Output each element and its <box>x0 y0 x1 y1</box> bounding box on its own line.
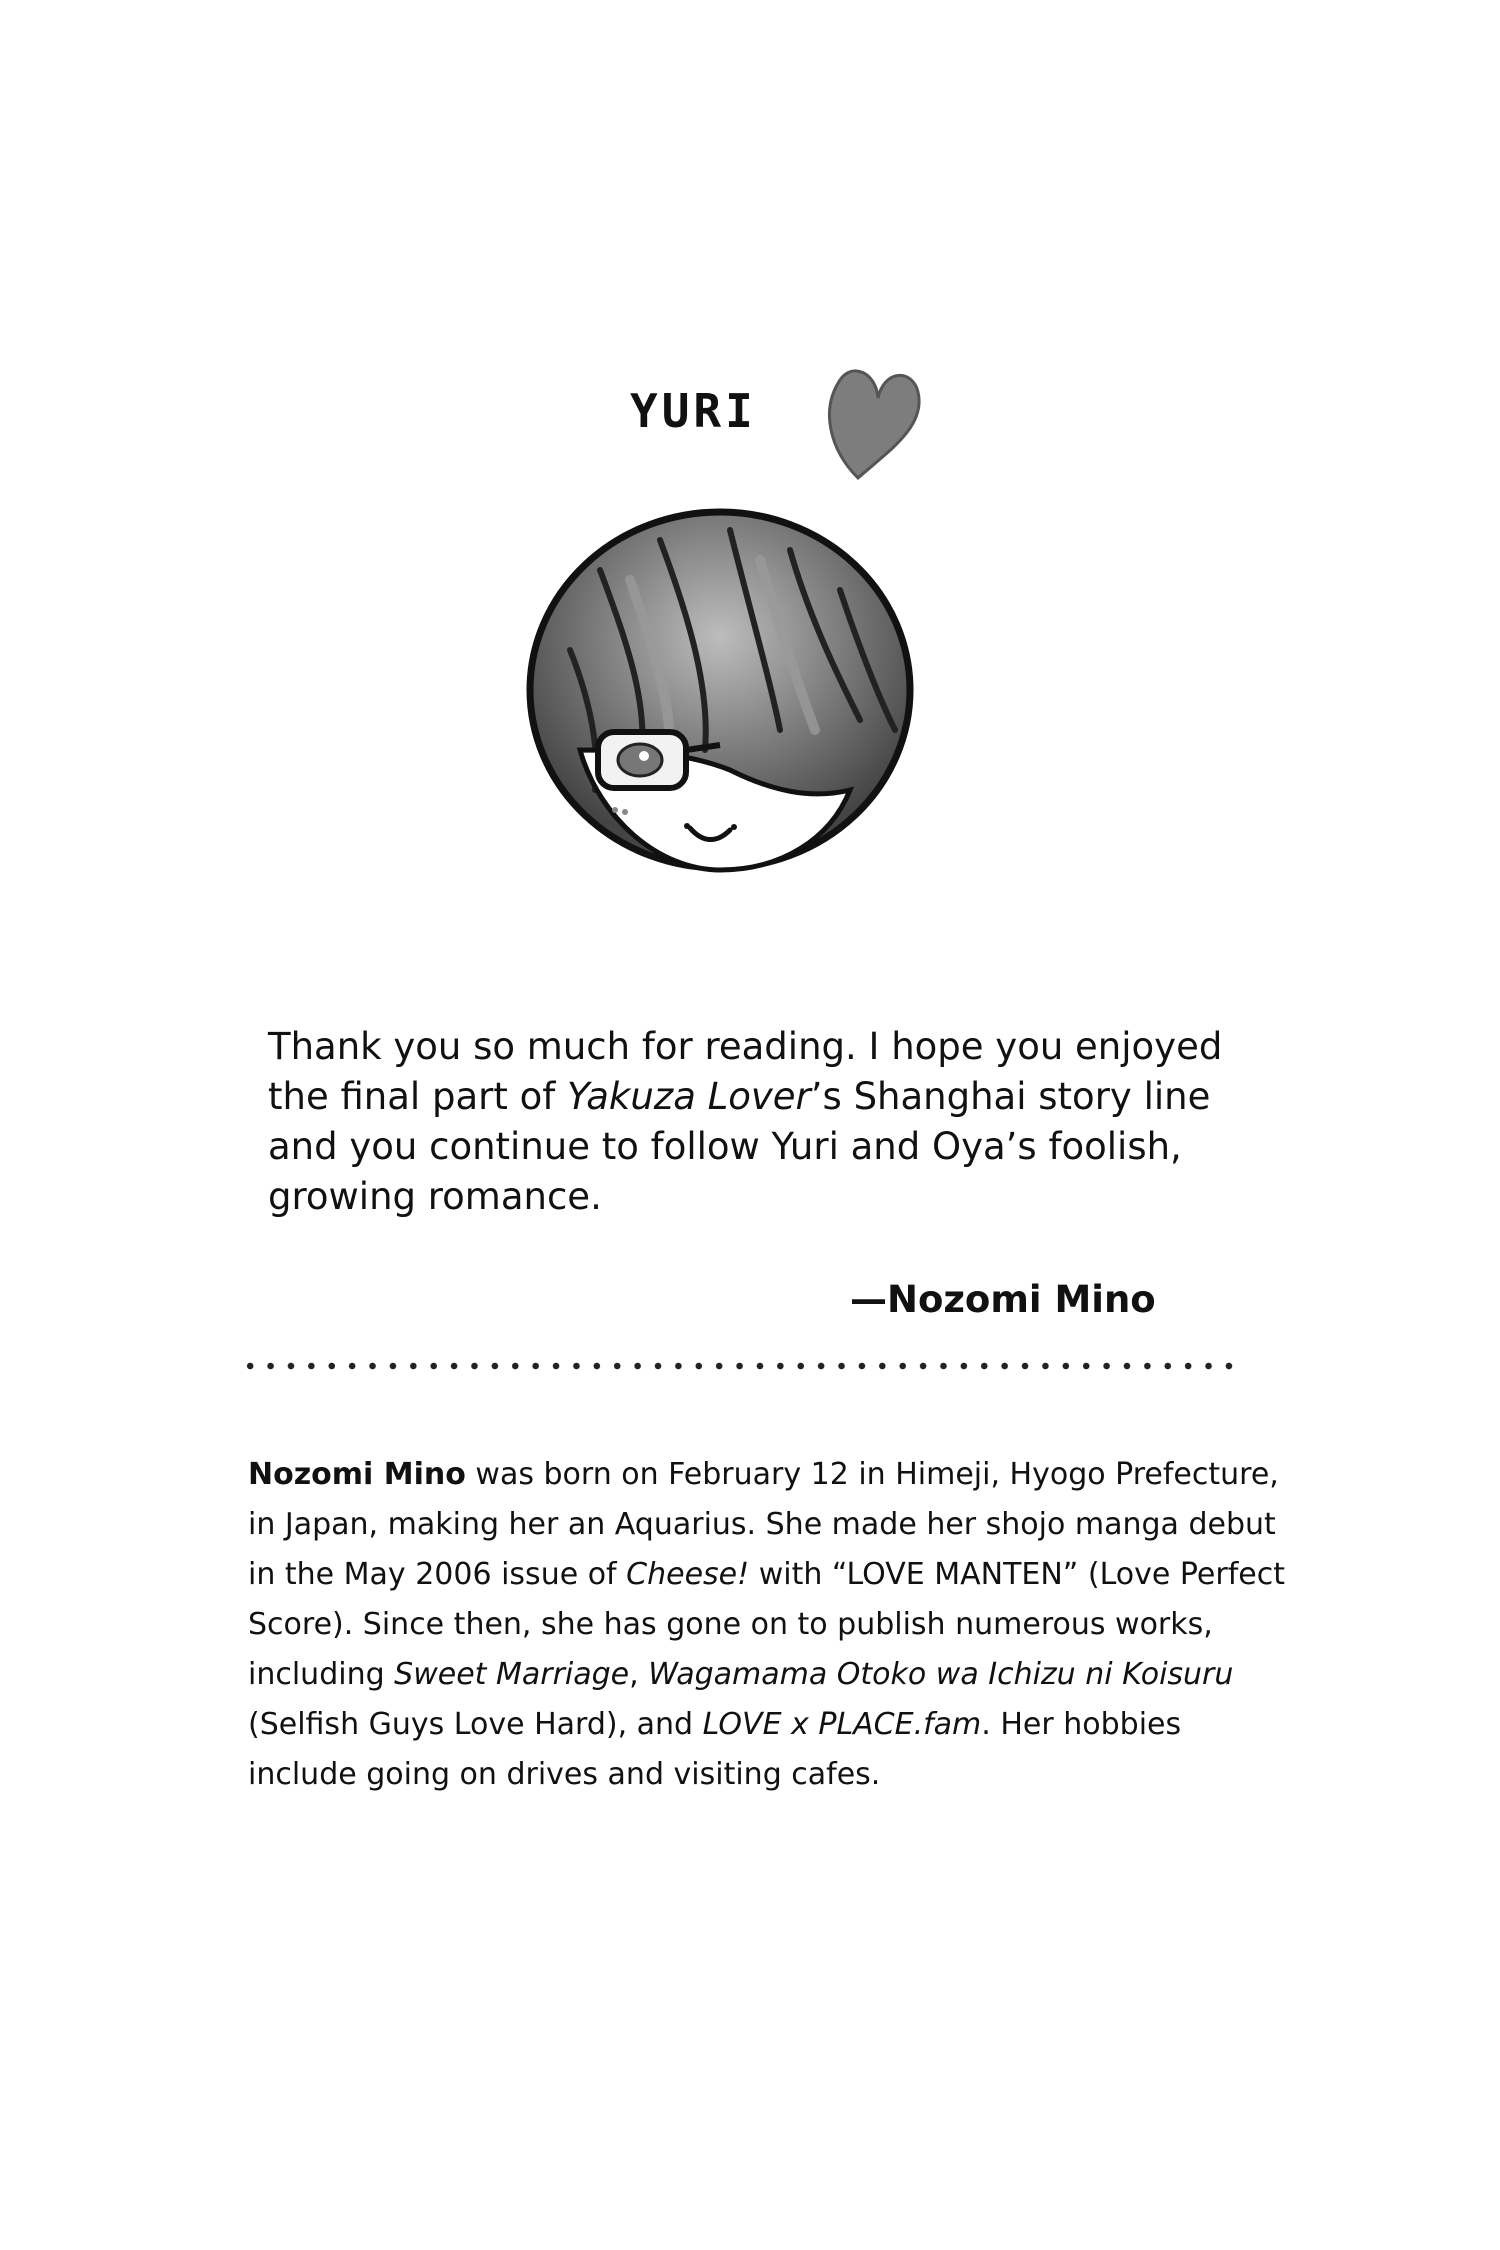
bio-text-5: . Her hobbies include going on drives and visiting cafes. <box>248 1707 1182 1792</box>
bio-magazine: Cheese! <box>626 1557 750 1592</box>
bio-author-name: Nozomi Mino <box>248 1457 466 1492</box>
message-text-part2: ’s Shanghai story line and you continue to follow Yuri and Oya’s foolish, growing romance. <box>268 1075 1211 1218</box>
message-text-part1: Thank you so much for reading. I hope you enjoyed the final part of <box>268 1025 1223 1118</box>
character-name-label: YURI <box>630 384 757 438</box>
bio-text-1: was born on February 12 in Himeji, Hyogo Prefecture, in Japan, making her an Aquarius. She made her shojo manga debut in the May 2006 issue of <box>248 1457 1279 1592</box>
bio-text-3: , <box>629 1657 649 1692</box>
author-signature: —Nozomi Mino <box>850 1278 1156 1321</box>
bio-text-2: with “LOVE MANTEN” (Love Perfect Score). Since then, she has gone on to publish numerous works, including <box>248 1557 1285 1692</box>
heart-icon <box>830 371 920 478</box>
author-message <box>268 1022 1268 1222</box>
bio-work-3: LOVE x PLACE.fam <box>702 1707 982 1742</box>
series-title: Yakuza Lover <box>567 1075 811 1118</box>
dotted-divider <box>240 1360 1240 1372</box>
bio-work-2: Wagamama Otoko wa Ichizu ni Koisuru <box>648 1657 1234 1692</box>
bio-work-1: Sweet Marriage <box>394 1657 630 1692</box>
bio-text-4: (Selfish Guys Love Hard), and <box>248 1707 703 1742</box>
author-bio <box>248 1450 1288 1800</box>
